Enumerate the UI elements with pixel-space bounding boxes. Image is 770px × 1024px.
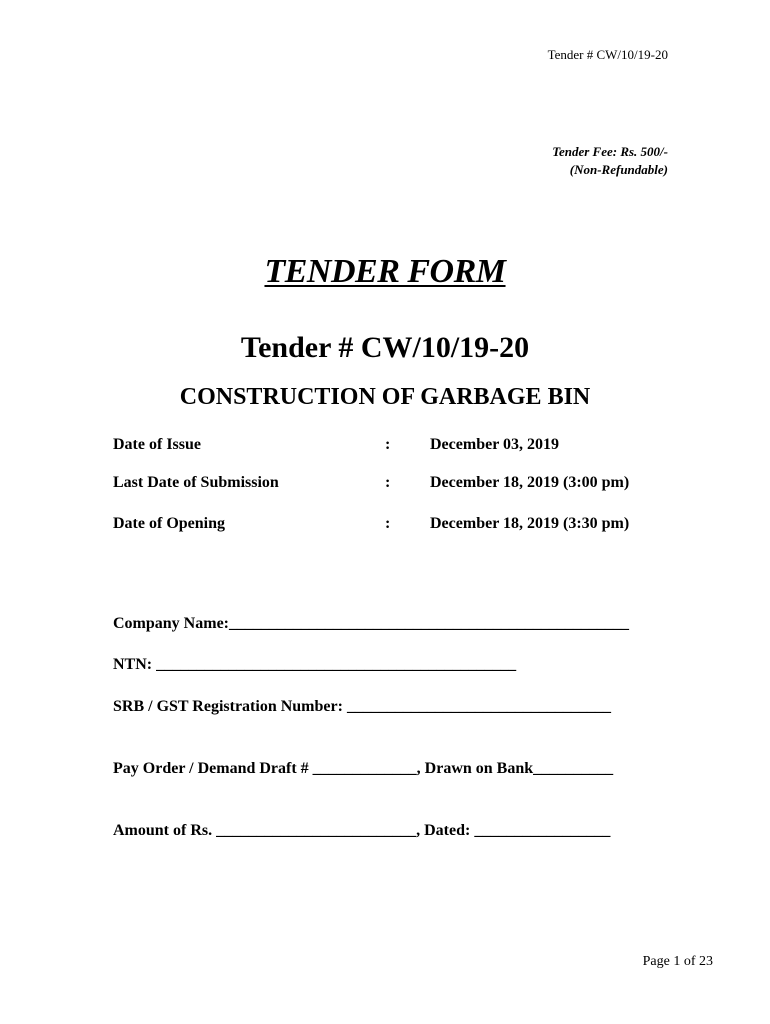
schedule-label: Date of Opening <box>113 515 225 532</box>
schedule-label: Date of Issue <box>113 436 201 453</box>
schedule-value: December 03, 2019 <box>430 436 559 453</box>
form-title: TENDER FORM <box>264 253 506 290</box>
company-name-field: Company Name:__________________________________________________ <box>113 615 629 632</box>
tender-number-heading: Tender # CW/10/19-20 <box>240 331 530 364</box>
project-title: CONSTRUCTION OF GARBAGE BIN <box>179 384 591 410</box>
ntn-field: NTN: _____________________________________________ <box>113 656 517 673</box>
schedule-row-opening <box>113 515 673 537</box>
page-number: Page 1 of 23 <box>642 954 713 969</box>
schedule-value: December 18, 2019 (3:30 pm) <box>430 515 630 532</box>
tender-fee-block <box>552 143 668 179</box>
schedule-row-issue <box>113 436 673 458</box>
schedule-separator: : <box>385 474 391 491</box>
schedule-row-submission <box>113 474 673 496</box>
pay-order-field: Pay Order / Demand Draft # _____________, Drawn on Bank__________ <box>113 760 614 777</box>
header-tender-reference: Tender # CW/10/19-20 <box>547 47 668 62</box>
srb-gst-registration-field: SRB / GST Registration Number: _________________________________ <box>113 698 611 715</box>
amount-field: Amount of Rs. _________________________, Dated: _________________ <box>113 822 611 839</box>
tender-fee-amount: Tender Fee: Rs. 500/- <box>552 144 668 159</box>
schedule-value: December 18, 2019 (3:00 pm) <box>430 474 630 491</box>
schedule-separator: : <box>385 515 391 532</box>
schedule-label: Last Date of Submission <box>113 474 279 491</box>
schedule-separator: : <box>385 436 391 453</box>
tender-fee-note: (Non-Refundable) <box>569 162 668 177</box>
